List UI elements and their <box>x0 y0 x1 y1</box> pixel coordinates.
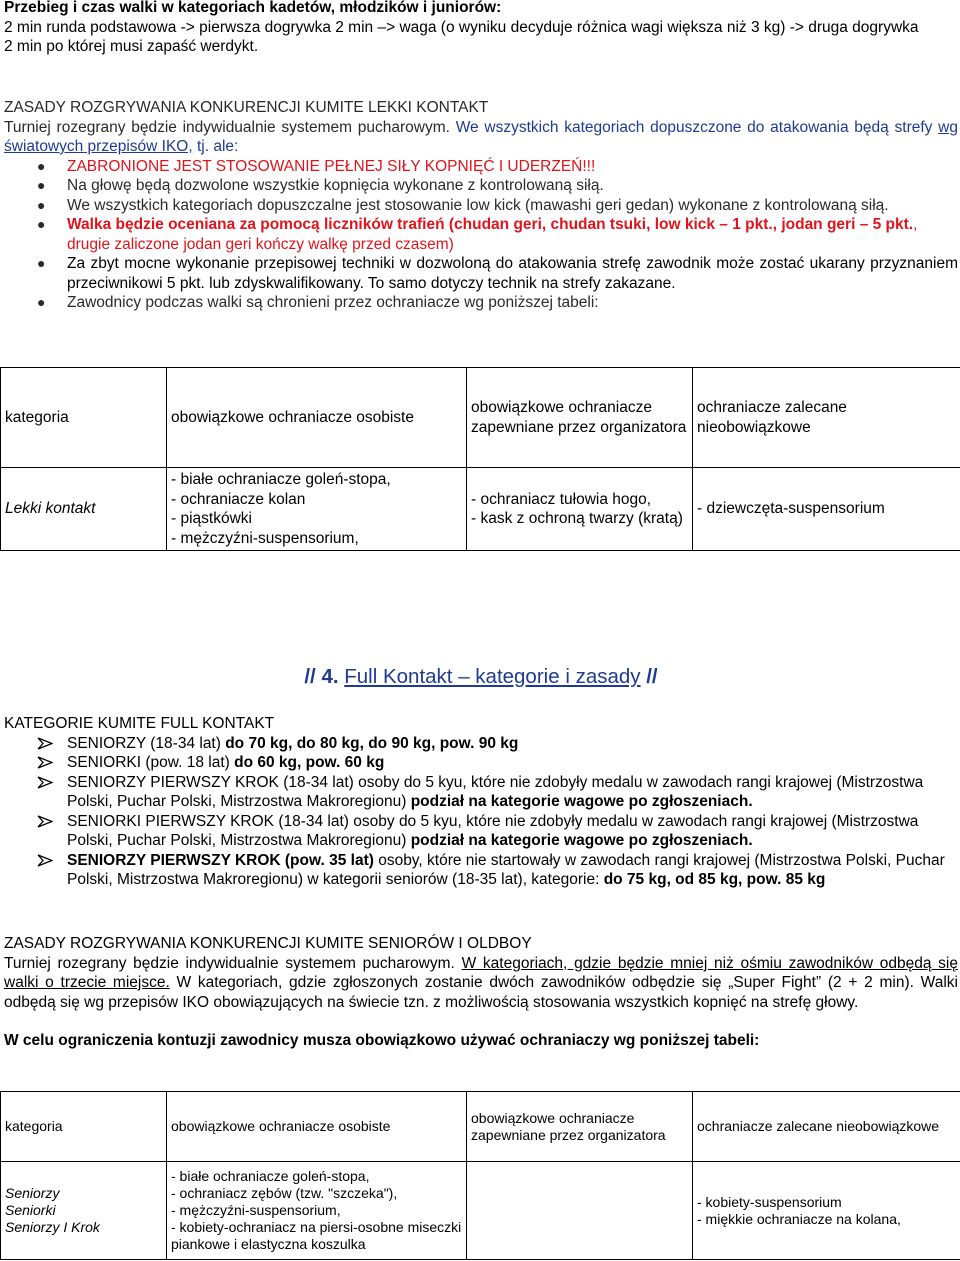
bullet-icon: ● <box>37 216 46 232</box>
table-cell: - dziewczęta-suspensorium <box>693 468 960 551</box>
bullet-icon: ● <box>37 177 46 193</box>
section-heading: // 4. Full Kontakt – kategorie i zasady // <box>304 665 658 688</box>
table-header: ochraniacze zalecane nieobowiązkowe <box>693 1092 960 1162</box>
light-contact-protection-table <box>0 367 960 551</box>
iko-rules-link[interactable]: wg światowych przepisów IKO, <box>4 118 958 155</box>
arrow-bullet-icon <box>37 854 53 867</box>
table-row <box>1 468 960 551</box>
table-header: kategoria <box>1 1092 167 1162</box>
arrow-bullet-icon <box>37 815 53 828</box>
light-bullet-list <box>4 157 958 313</box>
list-item: ● Zawodnicy podczas walki są chronieni przez ochraniacze wg poniższej tabeli: <box>37 294 599 311</box>
table-cell <box>467 1162 693 1260</box>
list-item: SENIORZY PIERWSZY KROK (pow. 35 lat) osoby, które nie startowały w zawodach rangi krajowej (Mistrzostwa Polski, Puchar Polski, Mistrzostwa Makroregionu) w kategorii seniorów (18-35 lat), kategorie: do 75 kg, od 85 kg, pow. 85 kg <box>4 851 958 890</box>
list-item: SENIORZY PIERWSZY KROK (18-34 lat) osoby do 5 kyu, które nie zdobyły medalu w zawodach rangi krajowej (Mistrzostwa Polski, Puchar Polski, Mistrzostwa Makroregionu) podział na kategorie wagowe po zgłoszeniach. <box>4 773 958 812</box>
table-cell: - białe ochraniacze goleń-stopa, - ochraniacz zębów (tzw. "szczeka"), - mężczyźni-suspensorium, - kobiety-ochraniacz na piersi-osobne miseczki piankowe i elastyczna koszulka <box>167 1162 467 1260</box>
full-cat-title: KATEGORIE KUMITE FULL KONTAKT <box>4 715 275 732</box>
intro-line2: 2 min po której musi zapaść werdykt. <box>4 38 259 55</box>
table-header: ochraniacze zalecane nieobowiązkowe <box>693 368 960 468</box>
rules-paragraph: Turniej rozegrany będzie indywidualnie systemem pucharowym. W kategoriach, gdzie będzie mniej niż ośmiu zawodników odbędą się walki o trzecie miejsce. W kategoriach, gdzie zgłoszonych zostanie dwóch zawodników odbędzie się „Super Fight” (2 + 2 min). Walki odbędą się wg przepisów IKO obowiązujących na świecie tzn. z możliwością stosowania wszystkich kopnięć na strefę głowy. <box>4 954 958 1011</box>
intro-section <box>4 0 958 57</box>
list-item: SENIORZY (18-34 lat) do 70 kg, do 80 kg, do 90 kg, pow. 90 kg <box>4 734 958 754</box>
senior-protection-table <box>0 1091 960 1260</box>
bullet-icon: ● <box>37 157 46 174</box>
table-header: obowiązkowe ochraniacze zapewniane przez organizatora <box>467 1092 693 1162</box>
protect-title: W celu ograniczenia kontuzji zawodnicy musza obowiązkowo używać ochraniaczy wg poniższej tabeli: <box>4 1032 760 1049</box>
table-header: obowiązkowe ochraniacze zapewniane przez organizatora <box>467 368 693 468</box>
senior-rules-section <box>4 934 958 1051</box>
arrow-bullet-icon <box>37 776 53 789</box>
light-contact-section <box>4 98 958 313</box>
light-p2: We wszystkich kategoriach dopuszczone do atakowania będą strefy <box>455 118 933 136</box>
table-cell: Seniorzy Seniorki Seniorzy I Krok <box>1 1162 167 1260</box>
table-header-row <box>1 368 960 468</box>
table-header-row <box>1 1092 960 1162</box>
table-cell: Lekki kontakt <box>1 468 167 551</box>
light-p2-end: tj. ale: <box>196 138 239 155</box>
rules-title: ZASADY ROZGRYWANIA KONKURENCJI KUMITE SENIORÓW I OLDBOY <box>4 935 532 952</box>
table-cell: - kobiety-suspensorium - miękkie ochraniacze na kolana, <box>693 1162 960 1260</box>
light-p1: Turniej rozegrany będzie indywidualnie systemem pucharowym. <box>4 118 450 136</box>
table-header: kategoria <box>1 368 167 468</box>
list-item: SENIORKI PIERWSZY KROK (18-34 lat) osoby do 5 kyu, które nie zdobyły medalu w zawodach rangi krajowej (Mistrzostwa Polski, Puchar Polski, Mistrzostwa Makroregionu) podział na kategorie wagowe po zgłoszeniach. <box>4 812 958 851</box>
list-item: ● Za zbyt mocne wykonanie przepisowej techniki w dozwoloną do atakowania strefę zawodnik może zostać ukarany przyznaniem przeciwnikowi 5 pkt. lub zdyskwalifikowany. To samo dotyczy technik na strefy zakazane. <box>37 255 958 292</box>
list-item: SENIORKI (pow. 18 lat) do 60 kg, pow. 60 kg <box>4 753 958 773</box>
bullet-icon: ● <box>37 255 46 271</box>
bullet-icon: ● <box>37 294 46 310</box>
bullet-icon: ● <box>37 196 46 213</box>
light-title: ZASADY ROZGRYWANIA KONKURENCJI KUMITE LEKKI KONTAKT <box>4 99 489 116</box>
arrow-bullet-icon <box>37 756 53 769</box>
list-item: ● We wszystkich kategoriach dopuszczalne jest stosowanie low kick (mawashi geri gedan) wykonane z kontrolowaną siłą. <box>37 196 889 214</box>
intro-line1: 2 min runda podstawowa -> pierwsza dogrywka 2 min –> waga (o wyniku decyduje różnica wagi większa niż 3 kg) -> druga dogrywka <box>4 18 919 36</box>
full-category-list <box>4 734 958 890</box>
arrow-bullet-icon <box>37 737 53 750</box>
table-cell: - białe ochraniacze goleń-stopa, - ochraniacze kolan - piąstkówki - mężczyźni-suspensorium, <box>167 468 467 551</box>
list-item: ● Na głowę będą dozwolone wszystkie kopnięcia wykonane z kontrolowaną siłą. <box>37 177 604 194</box>
table-cell: - ochraniacz tułowia hogo, - kask z ochroną twarzy (kratą) <box>467 468 693 551</box>
list-item: ● ZABRONIONE JEST STOSOWANIE PEŁNEJ SIŁY KOPNIĘĆ I UDERZEŃ!!! <box>37 157 596 175</box>
table-header: obowiązkowe ochraniacze osobiste <box>167 1092 467 1162</box>
table-row <box>1 1162 960 1260</box>
table-header: obowiązkowe ochraniacze osobiste <box>167 368 467 468</box>
list-item: ● Walka będzie oceniana za pomocą liczników trafień (chudan geri, chudan tsuki, low kick – 1 pkt., jodan geri – 5 pkt., drugie zaliczone jodan geri kończy walkę przed czasem) <box>37 216 918 253</box>
intro-title: Przebieg i czas walki w kategoriach kadetów, młodzików i juniorów: <box>4 0 502 16</box>
full-contact-section <box>4 714 958 890</box>
light-paragraph <box>4 118 958 157</box>
